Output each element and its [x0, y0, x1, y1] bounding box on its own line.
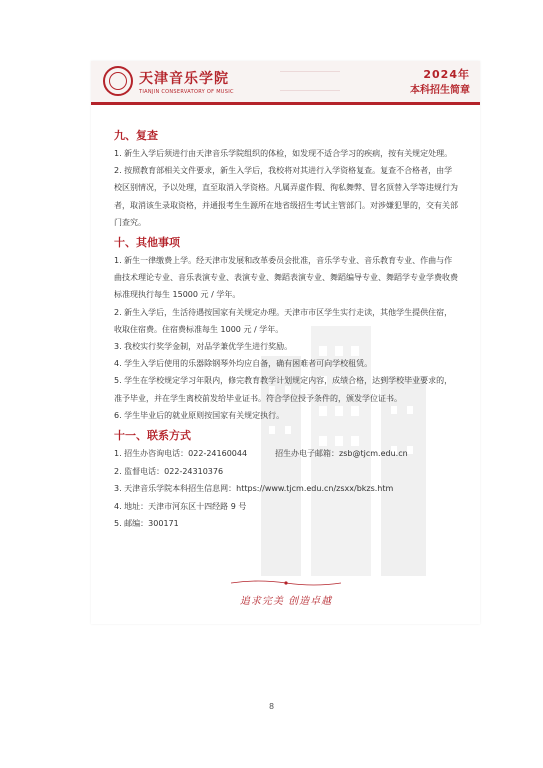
address: 4. 地址：天津市河东区十四经路 9 号 [114, 501, 247, 511]
admissions-website[interactable]: 3. 天津音乐学院本科招生信息网：https://www.tjcm.edu.cn/zsxx/bkzs.htm [114, 484, 394, 494]
header-decoration [280, 71, 340, 91]
header-band [91, 102, 480, 105]
admissions-email[interactable]: 招生办电子邮箱：zsb@tjcm.edu.cn [275, 449, 408, 459]
other-paragraph-2: 2. 新生入学后，生活待遇按国家有关规定办理。天津市市区学生实行走读，其他学生提供住宿，收取住宿费。住宿费标准每生 1000 元 / 学年。 [114, 307, 453, 334]
school-name-en: TIANJIN CONSERVATORY OF MUSIC [139, 89, 234, 95]
section-title-contact: 十一、联系方式 [114, 429, 191, 443]
school-name-cn: 天津音乐学院 [139, 71, 229, 87]
page-content [114, 127, 458, 533]
review-paragraph-1: 1. 新生入学后须进行由天津音乐学院组织的体检，如发现不适合学习的疾病，按有关规定处理。 [114, 149, 453, 158]
other-paragraph-6: 6. 学生毕业后的就业原则按国家有关规定执行。 [114, 410, 285, 420]
slogan-block [211, 589, 361, 608]
section-title-review: 九、复查 [114, 129, 158, 142]
brochure-page [91, 61, 480, 624]
header-subtitle: 本科招生简章 [410, 85, 470, 96]
slogan-ornament [231, 579, 341, 587]
section-title-other: 十、其他事项 [114, 236, 180, 250]
supervision-phone: 2. 监督电话：022-24310376 [114, 466, 224, 476]
review-paragraph-2: 2. 按照教育部相关文件要求，新生入学后，我校将对其进行入学资格复查。复查不合格者，由学校区别情况，予以处理，直至取消入学资格。凡属弄虚作假、徇私舞弊、冒名顶替入学等违规行为者，取消该生录取资格，并通报考生生源所在地省级招生考试主管部门。对涉嫌犯罪的，交有关部门查究。 [114, 166, 458, 227]
page-header [91, 61, 480, 105]
admissions-phone: 1. 招生办咨询电话：022-24160044 [114, 449, 248, 459]
header-year: 2024年 [423, 68, 470, 81]
other-paragraph-5: 5. 学生在学校规定学习年限内，修完教育教学计划规定内容，成绩合格，达到学校毕业要求的，准予毕业，并在学生离校前发给毕业证书。符合学位授予条件的，颁发学位证书。 [114, 376, 453, 403]
other-paragraph-4: 4. 学生入学后使用的乐器除钢琴外均应自备，确有困难者可向学校租赁。 [114, 359, 373, 369]
page-number: 8 [268, 702, 275, 711]
postal-code: 5. 邮编：300171 [114, 519, 179, 529]
contact-phone-line [114, 445, 458, 463]
slogan-text: 追求完美 创造卓越 [239, 596, 333, 607]
other-paragraph-1: 1. 新生一律缴费上学。经天津市发展和改革委员会批准，音乐学专业、音乐教育专业、作曲与作曲技术理论专业、音乐表演专业、表演专业、舞蹈表演专业、舞蹈编导专业、舞蹈学专业学费收费标准现执行每生 15000 元 / 学年。 [114, 256, 458, 300]
other-paragraph-3: 3. 我校实行奖学金制，对品学兼优学生进行奖励。 [114, 342, 293, 352]
school-seal-logo [103, 66, 133, 96]
